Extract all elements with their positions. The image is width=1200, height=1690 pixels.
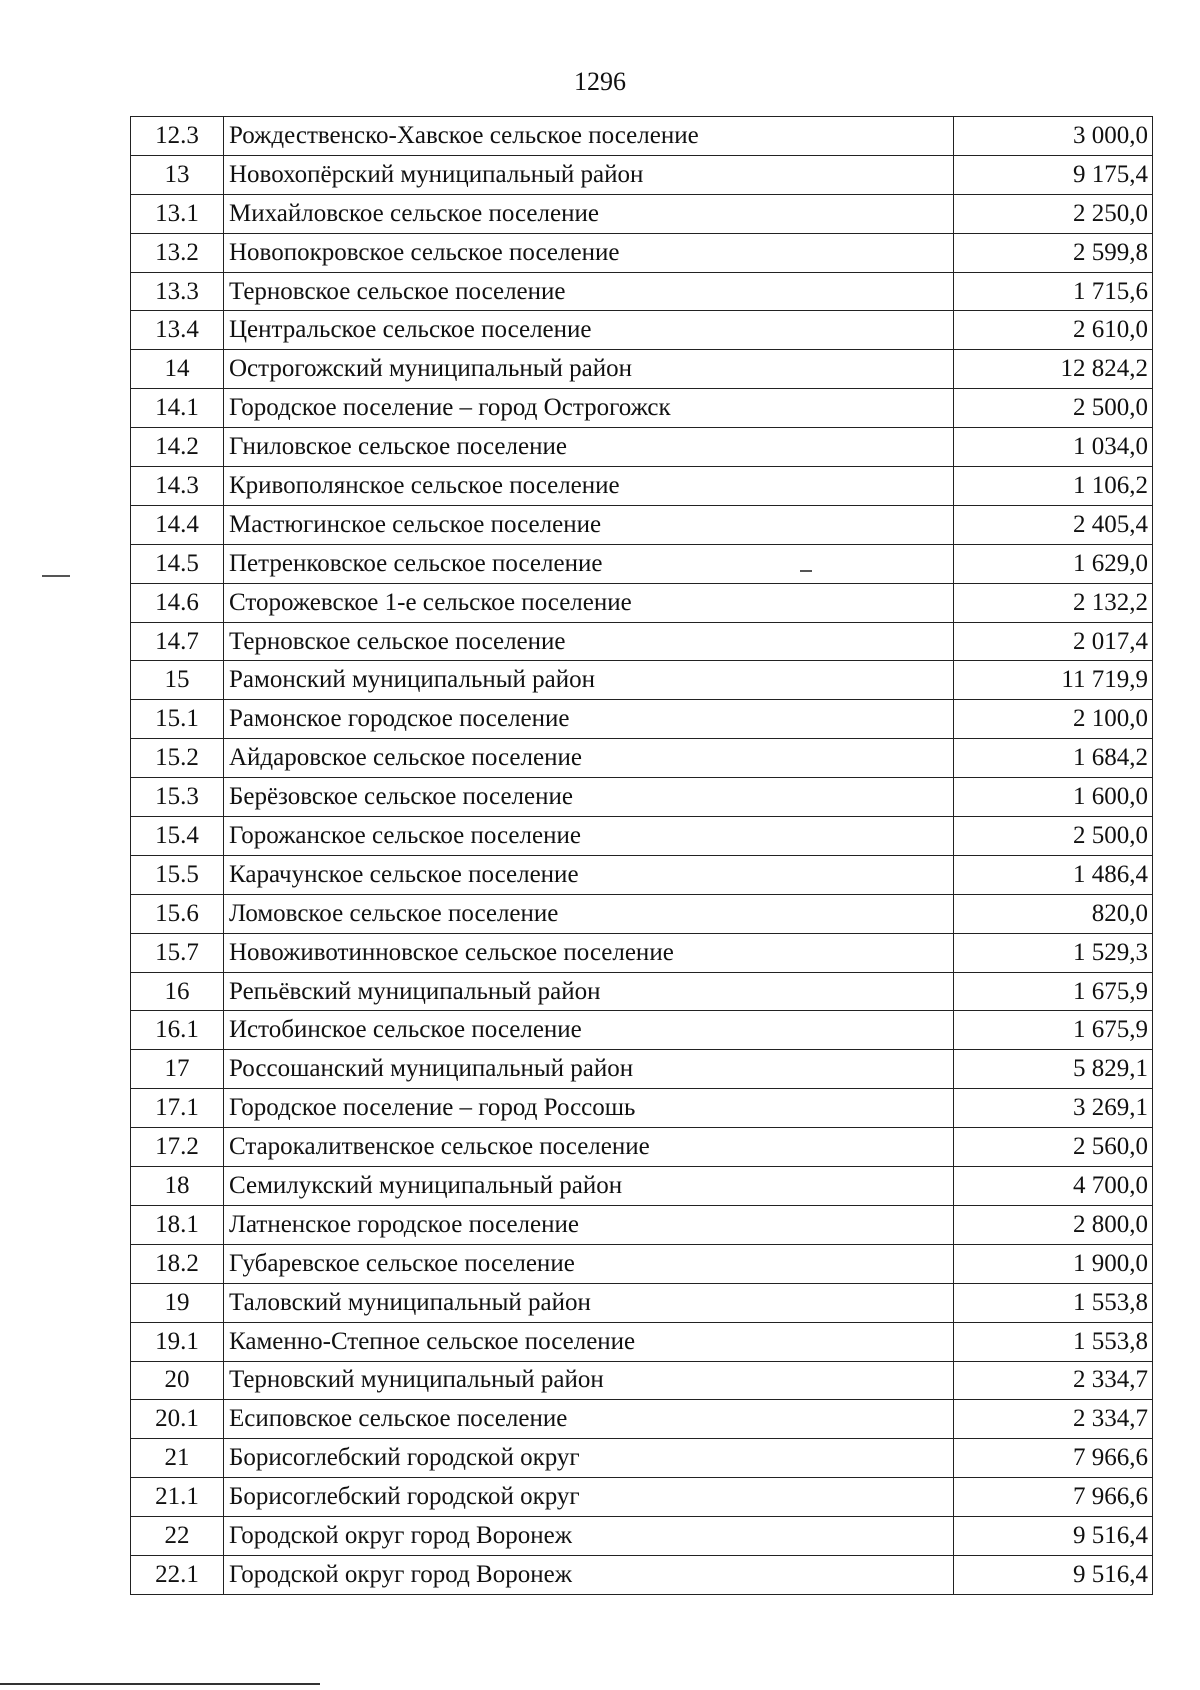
row-name-cell: Михайловское сельское поселение [224,194,954,233]
row-name-cell: Городское поселение – город Россошь [224,1089,954,1128]
row-value-cell: 2 610,0 [954,311,1153,350]
row-number-cell: 13.3 [131,272,224,311]
row-value-cell: 2 132,2 [954,583,1153,622]
row-name-cell: Городское поселение – город Острогожск [224,389,954,428]
row-number-cell: 15.3 [131,778,224,817]
row-number-cell: 14.6 [131,583,224,622]
table-row [131,1478,1153,1517]
row-value-cell: 2 334,7 [954,1400,1153,1439]
table-row [131,428,1153,467]
row-value-cell: 3 000,0 [954,117,1153,156]
row-number-cell: 15.4 [131,817,224,856]
row-number-cell: 14.4 [131,505,224,544]
row-name-cell: Новоживотинновское сельское поселение [224,933,954,972]
table-row [131,1244,1153,1283]
row-name-cell: Рождественско-Хавское сельское поселение [224,117,954,156]
row-number-cell: 15.6 [131,894,224,933]
row-name-cell: Сторожевское 1-е сельское поселение [224,583,954,622]
row-number-cell: 22 [131,1517,224,1556]
page-number: 1296 [574,67,626,96]
table-row [131,1361,1153,1400]
row-value-cell: 5 829,1 [954,1050,1153,1089]
row-value-cell: 2 800,0 [954,1205,1153,1244]
row-number-cell: 17.2 [131,1128,224,1167]
row-name-cell: Губаревское сельское поселение [224,1244,954,1283]
table-row [131,661,1153,700]
row-number-cell: 13 [131,155,224,194]
row-value-cell: 1 034,0 [954,428,1153,467]
row-name-cell: Центральское сельское поселение [224,311,954,350]
table-row [131,544,1153,583]
row-value-cell: 1 900,0 [954,1244,1153,1283]
row-name-cell: Латненское городское поселение [224,1205,954,1244]
row-value-cell: 820,0 [954,894,1153,933]
table-row [131,1089,1153,1128]
table-row [131,467,1153,506]
row-name-cell: Ломовское сельское поселение [224,894,954,933]
table-row [131,855,1153,894]
row-value-cell: 9 516,4 [954,1555,1153,1594]
row-number-cell: 22.1 [131,1555,224,1594]
table-row [131,583,1153,622]
table-row [131,389,1153,428]
row-value-cell: 7 966,6 [954,1439,1153,1478]
table-row [131,933,1153,972]
row-value-cell: 4 700,0 [954,1167,1153,1206]
row-value-cell: 7 966,6 [954,1478,1153,1517]
table-row [131,311,1153,350]
row-name-cell: Острогожский муниципальный район [224,350,954,389]
row-number-cell: 14.3 [131,467,224,506]
row-value-cell: 1 106,2 [954,467,1153,506]
row-name-cell: Терновское сельское поселение [224,622,954,661]
scan-mark-center [800,570,812,572]
table-row [131,1439,1153,1478]
row-value-cell: 1 629,0 [954,544,1153,583]
table-row [131,1283,1153,1322]
row-number-cell: 17.1 [131,1089,224,1128]
row-number-cell: 18.1 [131,1205,224,1244]
row-name-cell: Рамонский муниципальный район [224,661,954,700]
row-name-cell: Новопокровское сельское поселение [224,233,954,272]
row-value-cell: 9 516,4 [954,1517,1153,1556]
row-number-cell: 19.1 [131,1322,224,1361]
row-value-cell: 1 675,9 [954,1011,1153,1050]
row-name-cell: Берёзовское сельское поселение [224,778,954,817]
row-number-cell: 17 [131,1050,224,1089]
row-name-cell: Борисоглебский городской округ [224,1478,954,1517]
table-row [131,778,1153,817]
table-row [131,194,1153,233]
table-row [131,272,1153,311]
row-name-cell: Горожанское сельское поселение [224,817,954,856]
table-row [131,1555,1153,1594]
row-value-cell: 1 529,3 [954,933,1153,972]
row-name-cell: Городской округ город Воронеж [224,1555,954,1594]
table-row [131,622,1153,661]
table-row [131,700,1153,739]
row-name-cell: Таловский муниципальный район [224,1283,954,1322]
table-row [131,1205,1153,1244]
row-number-cell: 15.2 [131,739,224,778]
row-name-cell: Каменно-Степное сельское поселение [224,1322,954,1361]
table-row [131,972,1153,1011]
row-name-cell: Новохопёрский муниципальный район [224,155,954,194]
row-value-cell: 3 269,1 [954,1089,1153,1128]
row-name-cell: Репьёвский муниципальный район [224,972,954,1011]
row-number-cell: 12.3 [131,117,224,156]
row-value-cell: 2 017,4 [954,622,1153,661]
row-name-cell: Мастюгинское сельское поселение [224,505,954,544]
row-name-cell: Терновское сельское поселение [224,272,954,311]
row-number-cell: 19 [131,1283,224,1322]
row-name-cell: Россошанский муниципальный район [224,1050,954,1089]
row-value-cell: 1 553,8 [954,1322,1153,1361]
row-value-cell: 2 599,8 [954,233,1153,272]
allocation-table [130,116,1153,1595]
row-name-cell: Борисоглебский городской округ [224,1439,954,1478]
row-name-cell: Старокалитвенское сельское поселение [224,1128,954,1167]
row-name-cell: Айдаровское сельское поселение [224,739,954,778]
row-name-cell: Есиповское сельское поселение [224,1400,954,1439]
row-value-cell: 2 334,7 [954,1361,1153,1400]
row-name-cell: Городской округ город Воронеж [224,1517,954,1556]
table-row [131,1128,1153,1167]
row-value-cell: 2 250,0 [954,194,1153,233]
table-row [131,1011,1153,1050]
row-value-cell: 1 715,6 [954,272,1153,311]
row-number-cell: 13.4 [131,311,224,350]
row-name-cell: Кривополянское сельское поселение [224,467,954,506]
row-number-cell: 16.1 [131,1011,224,1050]
row-number-cell: 14.1 [131,389,224,428]
row-number-cell: 15.5 [131,855,224,894]
row-number-cell: 20 [131,1361,224,1400]
table-row [131,155,1153,194]
row-value-cell: 1 486,4 [954,855,1153,894]
row-number-cell: 15 [131,661,224,700]
table-row [131,117,1153,156]
row-number-cell: 15.1 [131,700,224,739]
table-row [131,817,1153,856]
row-number-cell: 13.2 [131,233,224,272]
row-name-cell: Петренковское сельское поселение [224,544,954,583]
table-row [131,1050,1153,1089]
row-value-cell: 2 560,0 [954,1128,1153,1167]
bottom-rule [0,1683,320,1685]
table-row [131,739,1153,778]
row-number-cell: 21 [131,1439,224,1478]
row-value-cell: 2 405,4 [954,505,1153,544]
row-name-cell: Терновский муниципальный район [224,1361,954,1400]
table-body [131,117,1153,1595]
row-value-cell: 11 719,9 [954,661,1153,700]
table-row [131,1400,1153,1439]
row-number-cell: 16 [131,972,224,1011]
row-name-cell: Гниловское сельское поселение [224,428,954,467]
row-number-cell: 18.2 [131,1244,224,1283]
row-value-cell: 2 100,0 [954,700,1153,739]
row-number-cell: 20.1 [131,1400,224,1439]
row-number-cell: 14.7 [131,622,224,661]
table-row [131,1167,1153,1206]
row-number-cell: 13.1 [131,194,224,233]
row-number-cell: 14.2 [131,428,224,467]
row-name-cell: Рамонское городское поселение [224,700,954,739]
table-row [131,350,1153,389]
row-number-cell: 18 [131,1167,224,1206]
row-number-cell: 21.1 [131,1478,224,1517]
table-row [131,233,1153,272]
row-number-cell: 15.7 [131,933,224,972]
row-value-cell: 9 175,4 [954,155,1153,194]
row-value-cell: 1 600,0 [954,778,1153,817]
row-name-cell: Карачунское сельское поселение [224,855,954,894]
scan-mark-left [42,575,70,577]
row-value-cell: 1 553,8 [954,1283,1153,1322]
table-row [131,1322,1153,1361]
row-number-cell: 14.5 [131,544,224,583]
table-row [131,505,1153,544]
row-value-cell: 2 500,0 [954,817,1153,856]
row-value-cell: 12 824,2 [954,350,1153,389]
row-number-cell: 14 [131,350,224,389]
row-value-cell: 1 684,2 [954,739,1153,778]
row-value-cell: 2 500,0 [954,389,1153,428]
table-row [131,1517,1153,1556]
row-value-cell: 1 675,9 [954,972,1153,1011]
table-row [131,894,1153,933]
row-name-cell: Семилукский муниципальный район [224,1167,954,1206]
row-name-cell: Истобинское сельское поселение [224,1011,954,1050]
